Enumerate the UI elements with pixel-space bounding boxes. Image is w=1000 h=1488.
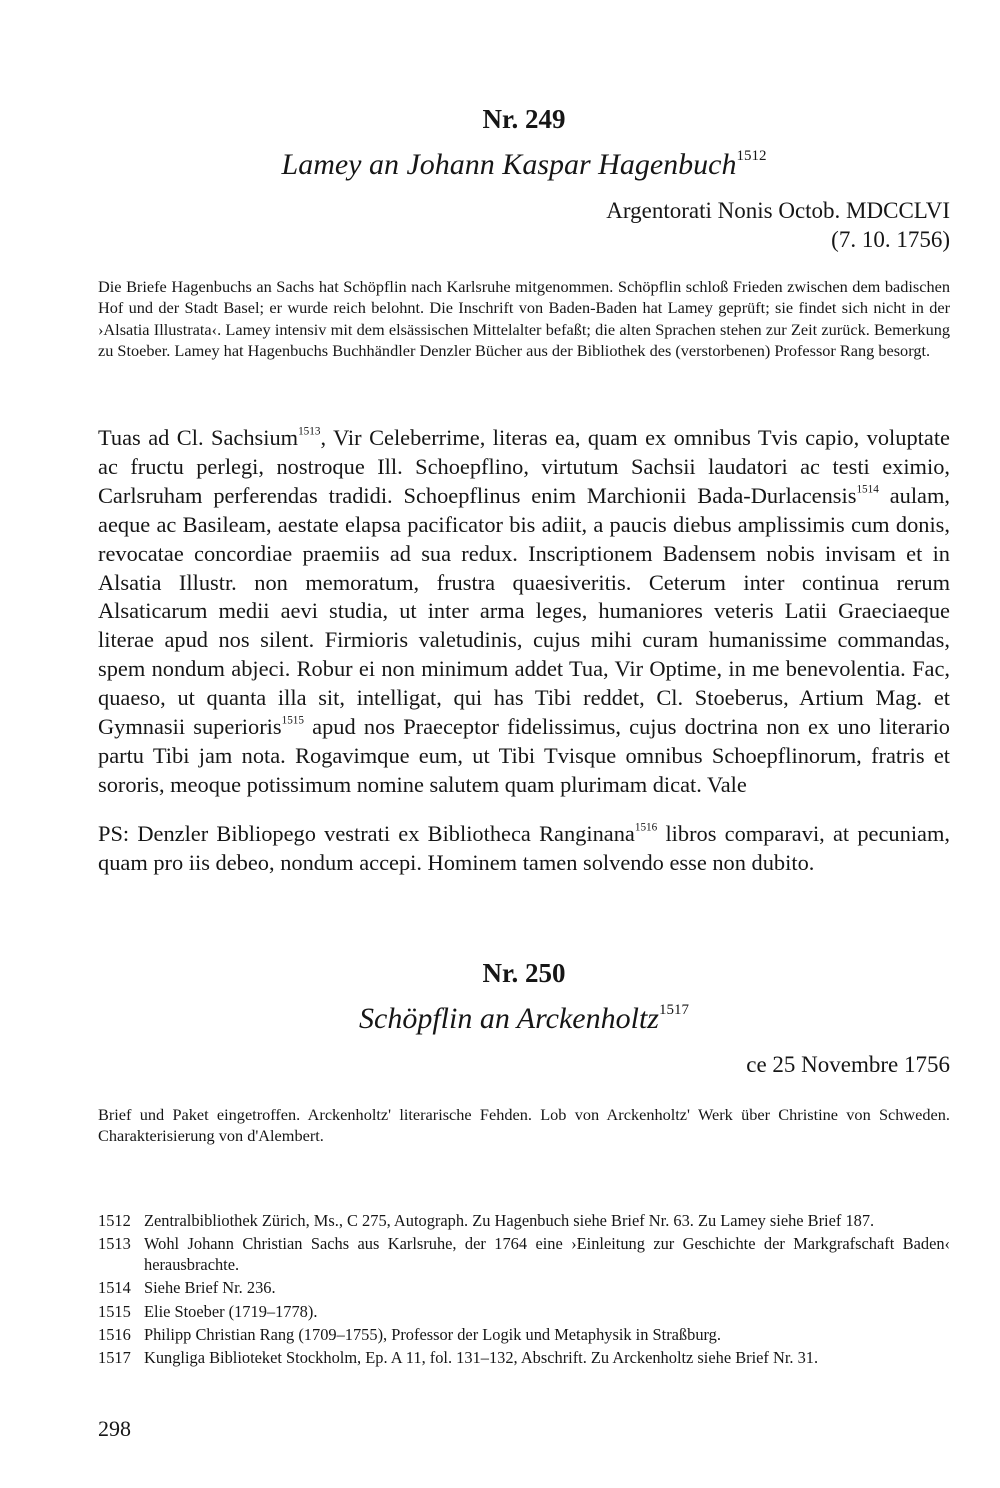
body-text-3: aulam, aeque ac Basileam, aestate elapsa pacificator bis adiit, a paucis diebus amplissimis cum donis, revocatae concordiae praemiis ad sua redux. Inscriptionem Badensem nobis invisam et in Alsatia Illustr. non memoratum, frustra quaesiveritis. Ceterum inter continua rerum Alsaticarum medii aevi studia, ut inter arma leges, humaniores veteris Latii Graeciaeque literae apud nos silent. Firmioris valetudinis, cujus mihi curam humanissime commandas, spem nondum abjeci. Robur ei non minimum addet Tua, Vir Optime, in me benevolentia. Fac, quaeso, ut quanta illa sit, intelligat, qui has Tibi reddet, Cl. Stoeberus, Artium Mag. et Gymnasii superioris	[98, 482, 950, 740]
footnote-1514	[98, 1277, 950, 1298]
footnote-number: 1512	[98, 1211, 131, 1230]
footnotes	[98, 1210, 950, 1370]
letter-body-249	[98, 424, 950, 800]
letter-number-250: Nr. 250	[482, 958, 566, 988]
letter-summary-249: Die Briefe Hagenbuchs an Sachs hat Schöpflin nach Karlsruhe mitgenommen. Schöpflin schloß Frieden zwischen dem badischen Hof und der Stadt Basel; er wurde reich belohnt. Die Inschrift von Baden-Baden hat Lamey geprüft; sie findet sich nicht in der ›Alsatia Illustrata‹. Lamey intensiv mit dem elsässischen Mittelalter befaßt; die alten Sprachen stehen zur Zeit zurück. Bemerkung zu Stoeber. Lamey hat Hagenbuchs Buchhändler Denzler Bücher aus der Bibliothek des (verstorbenen) Professor Rang besorgt.	[98, 277, 950, 361]
footnote-text: Wohl Johann Christian Sachs aus Karlsruhe, der 1764 eine ›Einleitung zur Geschichte der Markgrafschaft Baden‹ herausbrachte.	[144, 1234, 950, 1275]
footnote-ref-1516: 1516	[634, 821, 658, 834]
letter-title-249	[98, 148, 950, 182]
footnote-text: Elie Stoeber (1719–1778).	[144, 1301, 318, 1321]
body-text-1: Tuas ad Cl. Sachsium	[98, 425, 299, 450]
page-number: 298	[98, 1416, 131, 1441]
footnote-number: 1514	[98, 1278, 131, 1298]
footnote-text: Siehe Brief Nr. 236.	[144, 1278, 276, 1298]
letter-title-text: Lamey an Johann Kaspar Hagenbuch	[281, 148, 737, 181]
book-page	[98, 0, 950, 1488]
footnote-ref-1513: 1513	[298, 425, 321, 438]
footnote-number: 1517	[98, 1347, 131, 1367]
footnote-ref-1512: 1512	[736, 147, 767, 164]
footnote-text: Philipp Christian Rang (1709–1755), Professor der Logik und Metaphysik in Straßburg.	[144, 1324, 721, 1344]
footnote-ref-1517: 1517	[658, 1001, 689, 1018]
body-text-4: apud nos Praeceptor fidelissimus, cujus doctrina non ex uno literario partu Tibi jam nota. Rogavimque eum, ut Tibi Tvisque omnibus Schoepflinorum, fratris et sororis, meoque potissimum nomine salutem quam plurimam dicat. Vale	[98, 714, 950, 797]
letter-date-250	[98, 1050, 950, 1079]
footnote-1513	[98, 1233, 950, 1275]
footnote-1516	[98, 1324, 950, 1345]
ps-text-2: libros comparavi, at pecuniam, quam pro iis debeo, nondum accepi. Hominem tamen solvendo esse non dubito.	[98, 821, 950, 875]
body-text-2: , Vir Celeberrime, literas ea, quam ex omnibus Tvis capio, voluptate ac fructu perlegi, nostroque Ill. Schoepflino, virtutum Sachsii laudatori ac testi eximio, Carlsruham perferendas tradidi. Schoepflinus enim Marchionii Bada-Durlacensis	[98, 425, 950, 508]
letter-number-249: Nr. 249	[482, 104, 566, 134]
footnote-1517	[98, 1347, 950, 1368]
date-line-numeric: (7. 10. 1756)	[831, 227, 950, 252]
footnote-1512	[98, 1210, 950, 1231]
footnote-number: 1516	[98, 1324, 131, 1344]
footnote-number: 1513	[98, 1234, 131, 1254]
ps-text-1: PS: Denzler Bibliopego vestrati ex Bibliotheca Ranginana	[98, 821, 635, 846]
letter-date-249	[98, 196, 950, 254]
date-line: ce 25 Novembre 1756	[746, 1052, 950, 1077]
date-line-latin: Argentorati Nonis Octob. MDCCLVI	[606, 198, 950, 223]
letter-title-250	[98, 1002, 950, 1036]
letter-summary-250: Brief und Paket eingetroffen. Arckenholtz' literarische Fehden. Lob von Arckenholtz' Werk über Christine von Schweden. Charakterisierung von d'Alembert.	[98, 1105, 950, 1146]
letter-title-text: Schöpflin an Arckenholtz	[359, 1002, 659, 1035]
footnote-number: 1515	[98, 1301, 131, 1321]
footnote-text: Zentralbibliothek Zürich, Ms., C 275, Autograph. Zu Hagenbuch siehe Brief Nr. 63. Zu Lamey siehe Brief 187.	[144, 1211, 875, 1230]
footnote-ref-1514: 1514	[856, 483, 879, 496]
footnote-text: Kungliga Biblioteket Stockholm, Ep. A 11, fol. 131–132, Abschrift. Zu Arckenholtz siehe Brief Nr. 31.	[144, 1347, 819, 1367]
letter-postscript-249	[98, 820, 950, 878]
footnote-ref-1515: 1515	[281, 714, 304, 727]
footnote-1515	[98, 1301, 950, 1322]
